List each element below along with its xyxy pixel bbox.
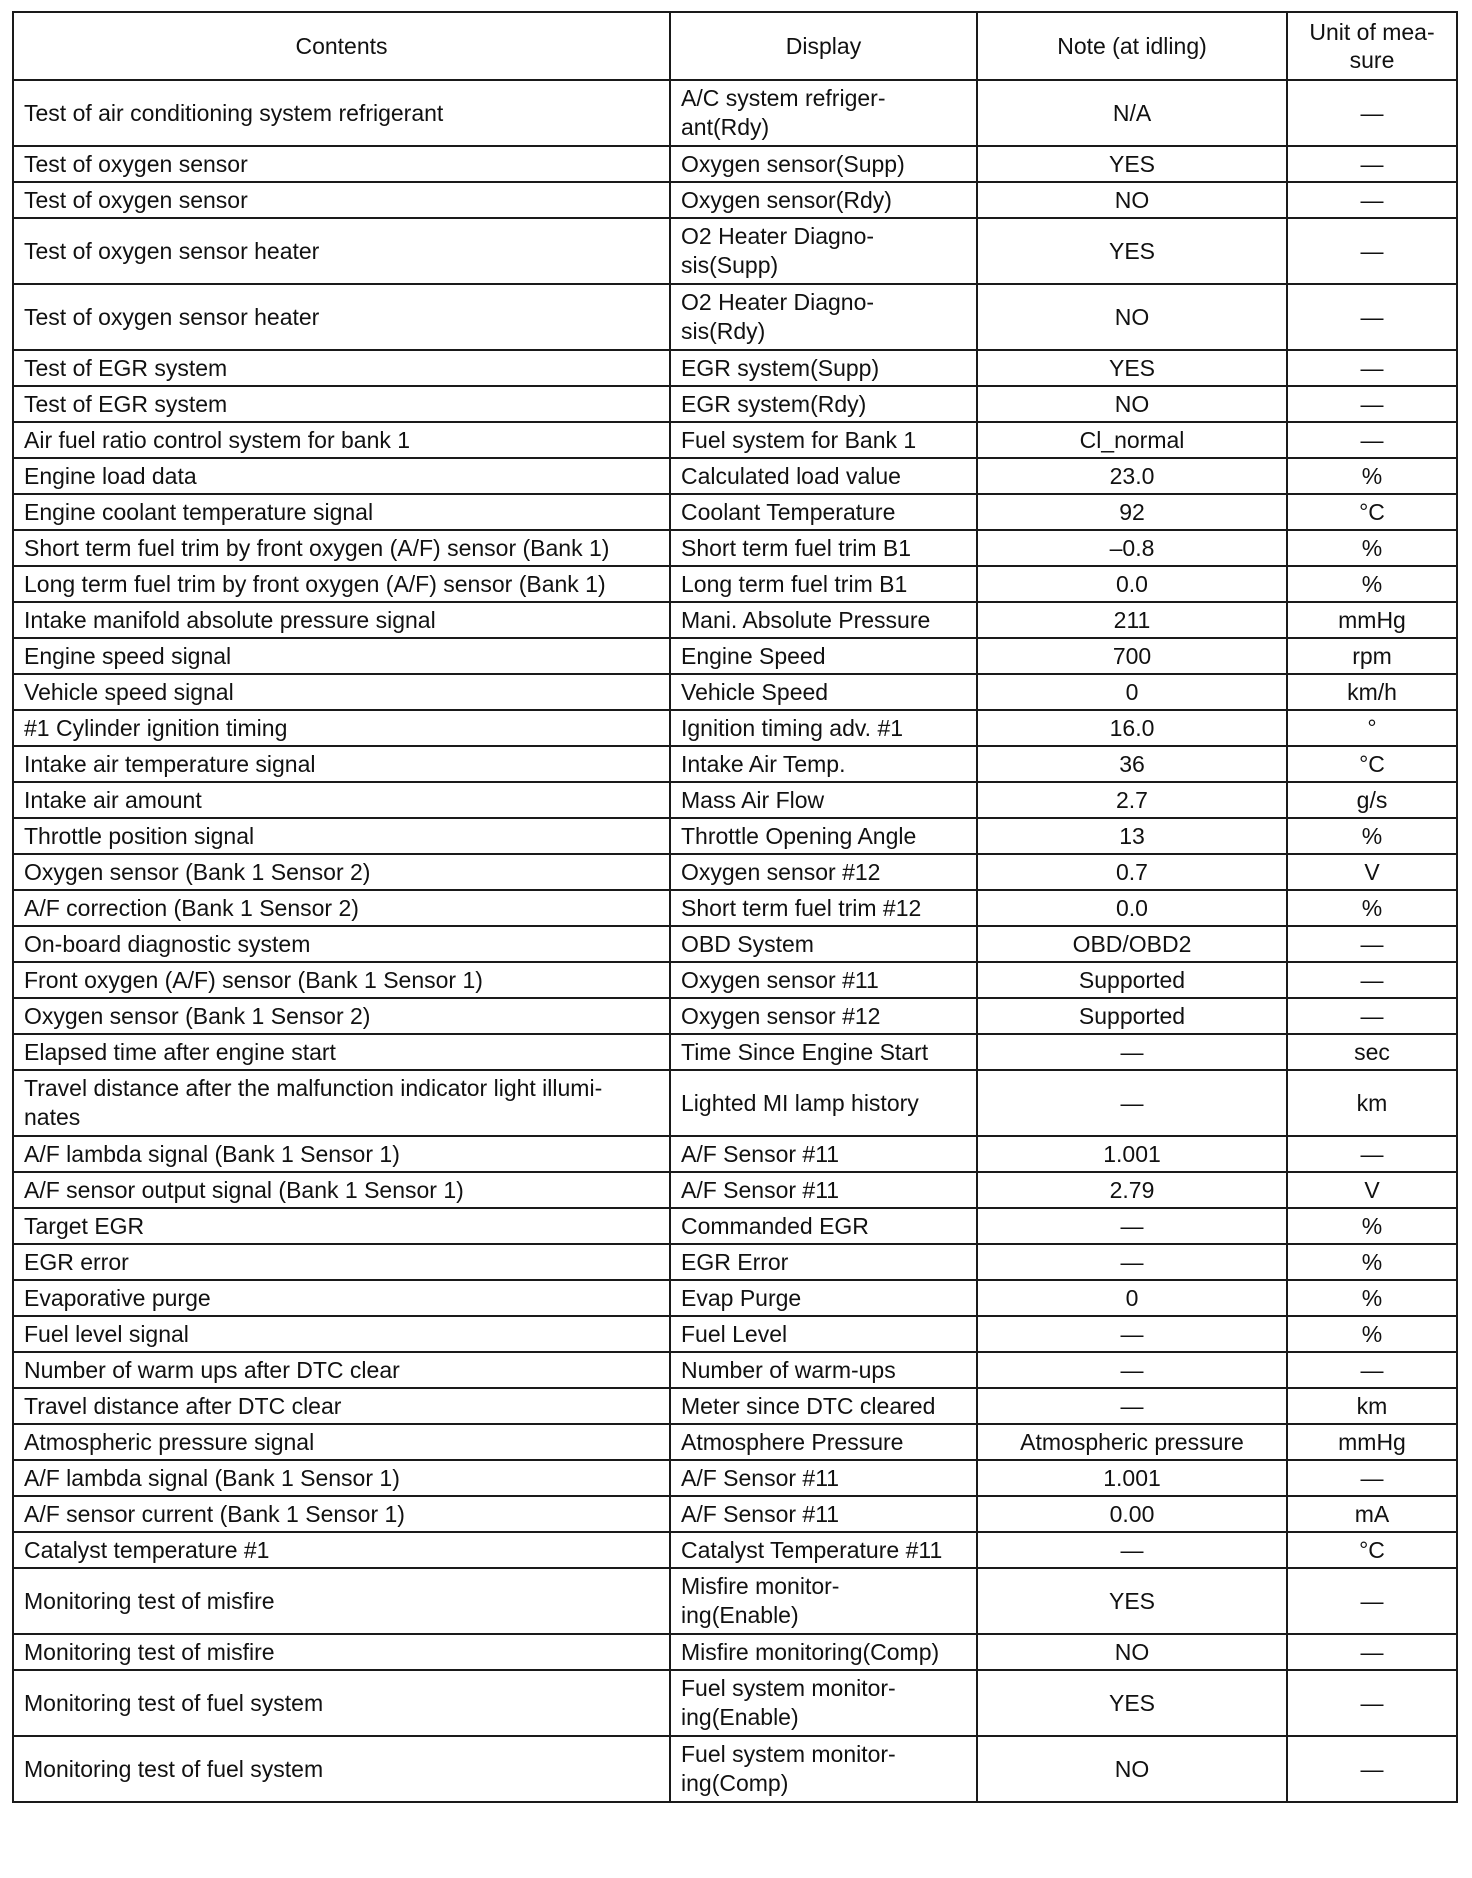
- cell-unit: —: [1287, 80, 1457, 146]
- cell-unit: %: [1287, 530, 1457, 566]
- table-row: [13, 1496, 1457, 1532]
- table-body: [13, 80, 1457, 1802]
- cell-unit: km: [1287, 1070, 1457, 1136]
- cell-note: Supported: [977, 962, 1287, 998]
- cell-display: OBD System: [670, 926, 977, 962]
- header-row: [13, 12, 1457, 80]
- cell-display: Throttle Opening Angle: [670, 818, 977, 854]
- cell-note: 211: [977, 602, 1287, 638]
- cell-display: Short term fuel trim B1: [670, 530, 977, 566]
- table-row: [13, 998, 1457, 1034]
- table-row: [13, 602, 1457, 638]
- cell-contents: Engine speed signal: [13, 638, 670, 674]
- cell-unit: %: [1287, 890, 1457, 926]
- cell-note: 23.0: [977, 458, 1287, 494]
- table-row: [13, 386, 1457, 422]
- table-row: [13, 1388, 1457, 1424]
- cell-unit: mmHg: [1287, 1424, 1457, 1460]
- cell-contents: Monitoring test of fuel system: [13, 1670, 670, 1736]
- table-row: [13, 1034, 1457, 1070]
- cell-unit: %: [1287, 1316, 1457, 1352]
- cell-unit: —: [1287, 284, 1457, 350]
- header-unit: Unit of mea- sure: [1287, 12, 1457, 80]
- cell-display: O2 Heater Diagno- sis(Supp): [670, 218, 977, 284]
- cell-note: 92: [977, 494, 1287, 530]
- cell-display: O2 Heater Diagno- sis(Rdy): [670, 284, 977, 350]
- header-note: Note (at idling): [977, 12, 1287, 80]
- cell-note: —: [977, 1352, 1287, 1388]
- cell-note: N/A: [977, 80, 1287, 146]
- cell-note: 2.7: [977, 782, 1287, 818]
- cell-unit: °C: [1287, 1532, 1457, 1568]
- cell-unit: —: [1287, 146, 1457, 182]
- cell-unit: —: [1287, 926, 1457, 962]
- table-row: [13, 962, 1457, 998]
- table-row: [13, 1280, 1457, 1316]
- cell-display: Time Since Engine Start: [670, 1034, 977, 1070]
- cell-note: 0.0: [977, 890, 1287, 926]
- cell-note: 0.00: [977, 1496, 1287, 1532]
- cell-unit: —: [1287, 1568, 1457, 1634]
- table-row: [13, 1532, 1457, 1568]
- cell-unit: km: [1287, 1388, 1457, 1424]
- cell-contents: EGR error: [13, 1244, 670, 1280]
- cell-note: Supported: [977, 998, 1287, 1034]
- cell-note: YES: [977, 218, 1287, 284]
- table-row: [13, 782, 1457, 818]
- table-row: [13, 1352, 1457, 1388]
- table-row: [13, 1208, 1457, 1244]
- cell-display: Short term fuel trim #12: [670, 890, 977, 926]
- cell-note: NO: [977, 1736, 1287, 1802]
- cell-contents: Test of EGR system: [13, 386, 670, 422]
- cell-unit: %: [1287, 818, 1457, 854]
- cell-note: —: [977, 1034, 1287, 1070]
- cell-display: Mass Air Flow: [670, 782, 977, 818]
- cell-contents: Number of warm ups after DTC clear: [13, 1352, 670, 1388]
- cell-display: Meter since DTC cleared: [670, 1388, 977, 1424]
- cell-contents: Catalyst temperature #1: [13, 1532, 670, 1568]
- cell-unit: mA: [1287, 1496, 1457, 1532]
- cell-contents: Oxygen sensor (Bank 1 Sensor 2): [13, 854, 670, 890]
- table-row: [13, 638, 1457, 674]
- table-row: [13, 746, 1457, 782]
- cell-display: A/F Sensor #11: [670, 1496, 977, 1532]
- cell-contents: Test of oxygen sensor: [13, 182, 670, 218]
- table-row: [13, 674, 1457, 710]
- cell-display: Number of warm-ups: [670, 1352, 977, 1388]
- cell-contents: Long term fuel trim by front oxygen (A/F) sensor (Bank 1): [13, 566, 670, 602]
- table-row: [13, 1244, 1457, 1280]
- cell-display: Misfire monitoring(Comp): [670, 1634, 977, 1670]
- cell-contents: Test of oxygen sensor heater: [13, 218, 670, 284]
- cell-display: Intake Air Temp.: [670, 746, 977, 782]
- cell-note: NO: [977, 1634, 1287, 1670]
- cell-display: Ignition timing adv. #1: [670, 710, 977, 746]
- cell-unit: km/h: [1287, 674, 1457, 710]
- cell-note: 13: [977, 818, 1287, 854]
- cell-unit: —: [1287, 1136, 1457, 1172]
- obd-data-table: [12, 11, 1458, 1803]
- table-row: [13, 710, 1457, 746]
- cell-note: Cl_normal: [977, 422, 1287, 458]
- cell-display: Catalyst Temperature #11: [670, 1532, 977, 1568]
- cell-contents: Test of oxygen sensor heater: [13, 284, 670, 350]
- cell-note: 0: [977, 1280, 1287, 1316]
- cell-contents: A/F correction (Bank 1 Sensor 2): [13, 890, 670, 926]
- cell-note: —: [977, 1316, 1287, 1352]
- cell-note: 0.7: [977, 854, 1287, 890]
- cell-note: YES: [977, 1568, 1287, 1634]
- cell-contents: Front oxygen (A/F) sensor (Bank 1 Sensor 1): [13, 962, 670, 998]
- cell-unit: —: [1287, 1460, 1457, 1496]
- cell-contents: Throttle position signal: [13, 818, 670, 854]
- table-row: [13, 80, 1457, 146]
- cell-note: NO: [977, 386, 1287, 422]
- cell-unit: °: [1287, 710, 1457, 746]
- table-row: [13, 350, 1457, 386]
- cell-unit: —: [1287, 1736, 1457, 1802]
- cell-display: Vehicle Speed: [670, 674, 977, 710]
- cell-display: Coolant Temperature: [670, 494, 977, 530]
- cell-display: Mani. Absolute Pressure: [670, 602, 977, 638]
- cell-note: —: [977, 1208, 1287, 1244]
- cell-contents: A/F lambda signal (Bank 1 Sensor 1): [13, 1460, 670, 1496]
- cell-display: Fuel system monitor- ing(Enable): [670, 1670, 977, 1736]
- cell-note: NO: [977, 182, 1287, 218]
- cell-unit: —: [1287, 962, 1457, 998]
- cell-note: 0.0: [977, 566, 1287, 602]
- cell-display: Commanded EGR: [670, 1208, 977, 1244]
- cell-display: Evap Purge: [670, 1280, 977, 1316]
- cell-contents: Oxygen sensor (Bank 1 Sensor 2): [13, 998, 670, 1034]
- table-row: [13, 1136, 1457, 1172]
- table-row: [13, 284, 1457, 350]
- table-row: [13, 182, 1457, 218]
- cell-unit: —: [1287, 422, 1457, 458]
- cell-contents: Intake manifold absolute pressure signal: [13, 602, 670, 638]
- document-page: [12, 11, 1456, 1803]
- cell-note: –0.8: [977, 530, 1287, 566]
- cell-unit: rpm: [1287, 638, 1457, 674]
- cell-display: Fuel system for Bank 1: [670, 422, 977, 458]
- cell-unit: —: [1287, 386, 1457, 422]
- table-row: [13, 1736, 1457, 1802]
- cell-unit: V: [1287, 1172, 1457, 1208]
- cell-note: 700: [977, 638, 1287, 674]
- table-row: [13, 926, 1457, 962]
- cell-contents: Travel distance after the malfunction indicator light illumi- nates: [13, 1070, 670, 1136]
- cell-contents: Test of air conditioning system refrigerant: [13, 80, 670, 146]
- cell-note: YES: [977, 1670, 1287, 1736]
- cell-display: EGR Error: [670, 1244, 977, 1280]
- cell-contents: Evaporative purge: [13, 1280, 670, 1316]
- cell-contents: Engine load data: [13, 458, 670, 494]
- cell-note: OBD/OBD2: [977, 926, 1287, 962]
- table-row: [13, 1568, 1457, 1634]
- cell-display: Oxygen sensor(Supp): [670, 146, 977, 182]
- cell-unit: %: [1287, 1244, 1457, 1280]
- cell-contents: Short term fuel trim by front oxygen (A/F) sensor (Bank 1): [13, 530, 670, 566]
- cell-display: A/F Sensor #11: [670, 1460, 977, 1496]
- cell-contents: On-board diagnostic system: [13, 926, 670, 962]
- table-row: [13, 818, 1457, 854]
- cell-contents: Atmospheric pressure signal: [13, 1424, 670, 1460]
- cell-note: 16.0: [977, 710, 1287, 746]
- cell-contents: A/F sensor current (Bank 1 Sensor 1): [13, 1496, 670, 1532]
- table-row: [13, 1316, 1457, 1352]
- cell-unit: °C: [1287, 494, 1457, 530]
- cell-contents: Target EGR: [13, 1208, 670, 1244]
- cell-contents: #1 Cylinder ignition timing: [13, 710, 670, 746]
- cell-note: 1.001: [977, 1136, 1287, 1172]
- cell-display: Lighted MI lamp history: [670, 1070, 977, 1136]
- table-row: [13, 566, 1457, 602]
- cell-contents: Intake air temperature signal: [13, 746, 670, 782]
- cell-contents: Engine coolant temperature signal: [13, 494, 670, 530]
- cell-note: —: [977, 1532, 1287, 1568]
- cell-unit: —: [1287, 1670, 1457, 1736]
- table-row: [13, 530, 1457, 566]
- cell-note: NO: [977, 284, 1287, 350]
- cell-contents: Monitoring test of fuel system: [13, 1736, 670, 1802]
- table-row: [13, 890, 1457, 926]
- cell-unit: %: [1287, 566, 1457, 602]
- cell-contents: A/F sensor output signal (Bank 1 Sensor 1): [13, 1172, 670, 1208]
- cell-unit: %: [1287, 1208, 1457, 1244]
- cell-unit: —: [1287, 350, 1457, 386]
- cell-unit: V: [1287, 854, 1457, 890]
- table-row: [13, 494, 1457, 530]
- cell-contents: Vehicle speed signal: [13, 674, 670, 710]
- cell-contents: Test of oxygen sensor: [13, 146, 670, 182]
- cell-display: Engine Speed: [670, 638, 977, 674]
- cell-note: —: [977, 1070, 1287, 1136]
- cell-display: Oxygen sensor(Rdy): [670, 182, 977, 218]
- cell-display: Atmosphere Pressure: [670, 1424, 977, 1460]
- cell-note: YES: [977, 350, 1287, 386]
- cell-contents: Air fuel ratio control system for bank 1: [13, 422, 670, 458]
- cell-contents: Elapsed time after engine start: [13, 1034, 670, 1070]
- cell-note: Atmospheric pressure: [977, 1424, 1287, 1460]
- cell-unit: g/s: [1287, 782, 1457, 818]
- cell-unit: mmHg: [1287, 602, 1457, 638]
- table-row: [13, 1634, 1457, 1670]
- cell-contents: Monitoring test of misfire: [13, 1568, 670, 1634]
- cell-unit: °C: [1287, 746, 1457, 782]
- cell-note: —: [977, 1388, 1287, 1424]
- cell-display: Fuel Level: [670, 1316, 977, 1352]
- table-row: [13, 422, 1457, 458]
- table-row: [13, 1670, 1457, 1736]
- cell-unit: —: [1287, 998, 1457, 1034]
- table-row: [13, 1172, 1457, 1208]
- cell-note: 36: [977, 746, 1287, 782]
- cell-contents: Intake air amount: [13, 782, 670, 818]
- table-row: [13, 1460, 1457, 1496]
- cell-contents: Fuel level signal: [13, 1316, 670, 1352]
- cell-contents: Monitoring test of misfire: [13, 1634, 670, 1670]
- table-row: [13, 458, 1457, 494]
- cell-unit: —: [1287, 1352, 1457, 1388]
- header-contents: Contents: [13, 12, 670, 80]
- cell-contents: A/F lambda signal (Bank 1 Sensor 1): [13, 1136, 670, 1172]
- cell-display: A/C system refriger- ant(Rdy): [670, 80, 977, 146]
- cell-display: Fuel system monitor- ing(Comp): [670, 1736, 977, 1802]
- cell-unit: —: [1287, 218, 1457, 284]
- cell-display: Misfire monitor- ing(Enable): [670, 1568, 977, 1634]
- cell-note: 2.79: [977, 1172, 1287, 1208]
- cell-display: Calculated load value: [670, 458, 977, 494]
- header-display: Display: [670, 12, 977, 80]
- cell-contents: Travel distance after DTC clear: [13, 1388, 670, 1424]
- cell-note: 0: [977, 674, 1287, 710]
- table-row: [13, 218, 1457, 284]
- table-row: [13, 146, 1457, 182]
- table-row: [13, 1070, 1457, 1136]
- cell-unit: %: [1287, 1280, 1457, 1316]
- cell-display: A/F Sensor #11: [670, 1172, 977, 1208]
- cell-display: EGR system(Supp): [670, 350, 977, 386]
- cell-unit: sec: [1287, 1034, 1457, 1070]
- table-row: [13, 854, 1457, 890]
- cell-display: Oxygen sensor #11: [670, 962, 977, 998]
- cell-unit: —: [1287, 182, 1457, 218]
- cell-note: YES: [977, 146, 1287, 182]
- cell-contents: Test of EGR system: [13, 350, 670, 386]
- cell-display: A/F Sensor #11: [670, 1136, 977, 1172]
- table-header: [13, 12, 1457, 80]
- cell-display: EGR system(Rdy): [670, 386, 977, 422]
- cell-unit: %: [1287, 458, 1457, 494]
- cell-display: Long term fuel trim B1: [670, 566, 977, 602]
- cell-note: 1.001: [977, 1460, 1287, 1496]
- cell-display: Oxygen sensor #12: [670, 998, 977, 1034]
- cell-unit: —: [1287, 1634, 1457, 1670]
- cell-note: —: [977, 1244, 1287, 1280]
- cell-display: Oxygen sensor #12: [670, 854, 977, 890]
- table-row: [13, 1424, 1457, 1460]
